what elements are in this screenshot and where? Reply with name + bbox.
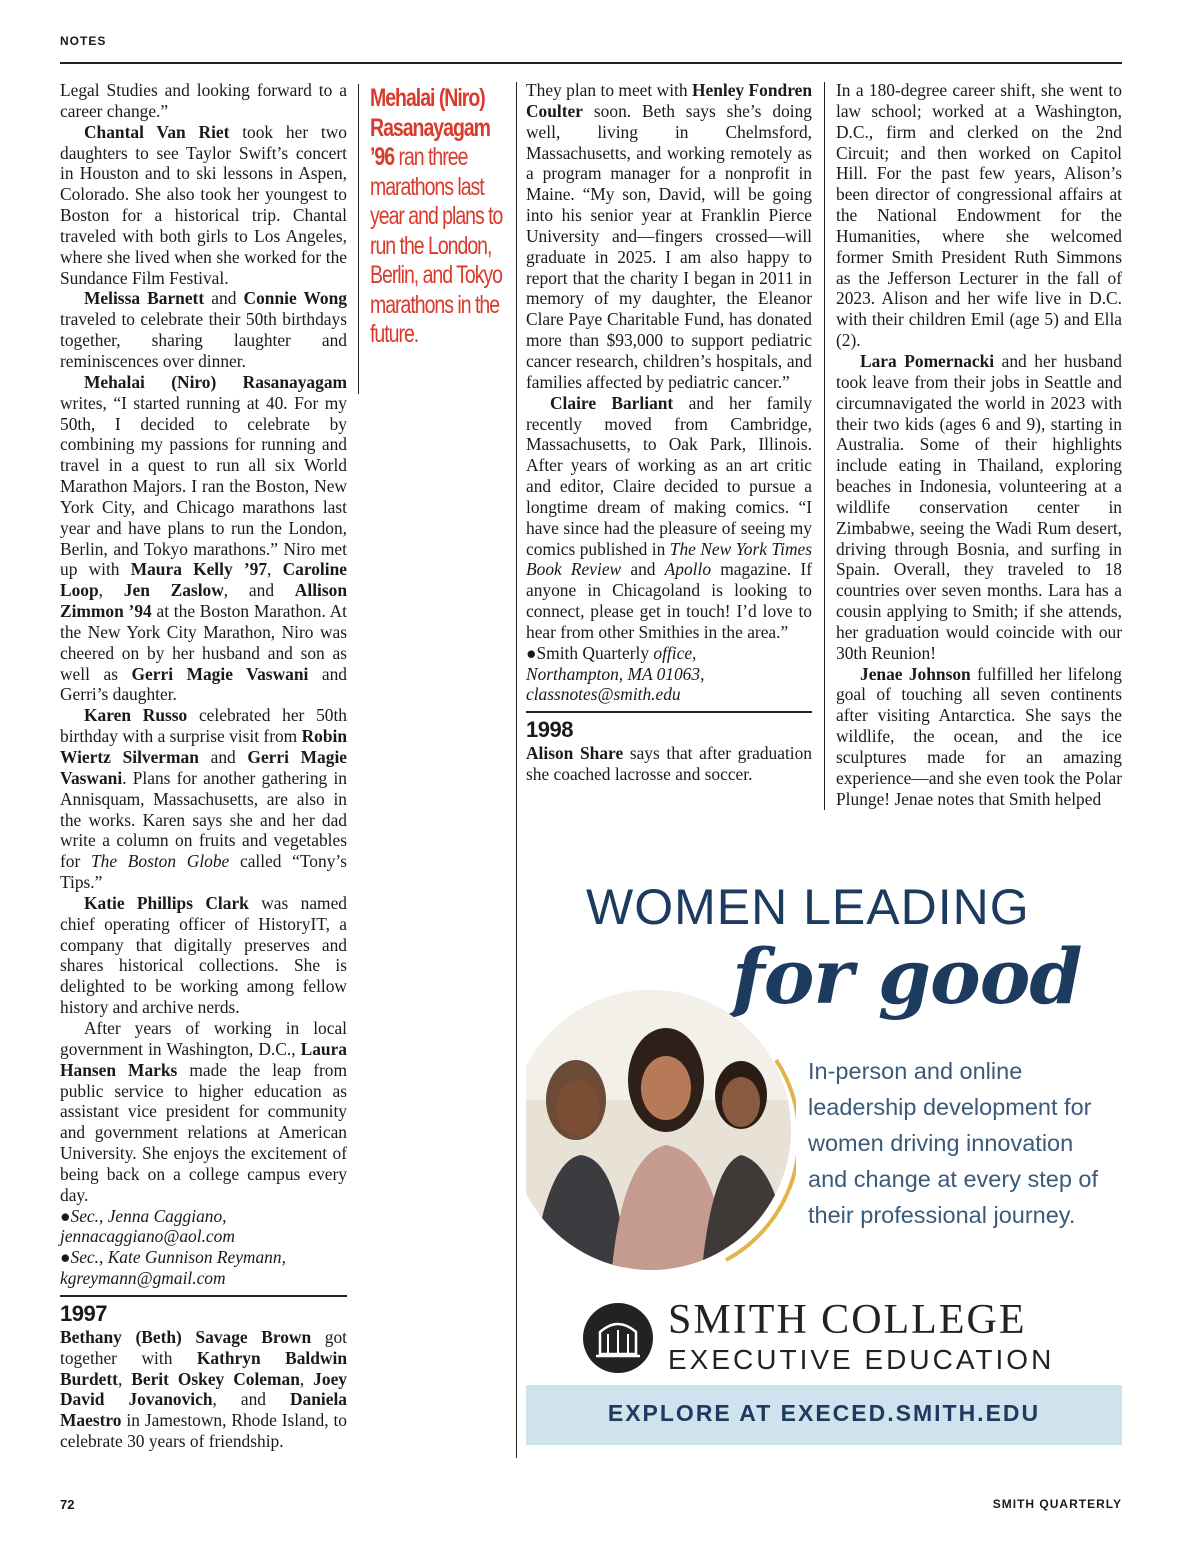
paragraph: Legal Studies and looking forward to a career change.” bbox=[60, 80, 347, 121]
ad-cta-link[interactable]: EXPLORE AT EXECED.SMITH.EDU bbox=[607, 1400, 1041, 1426]
pull-quote-rule bbox=[358, 84, 359, 394]
ad-body-text: In-person and online leadership development for women driving innovation and change at every step of their professional journey. bbox=[808, 1058, 1099, 1228]
paragraph: Mehalai (Niro) Rasanayagam writes, “I started running at 40. For my 50th, I decided to celebrate by combining my passions for running and travel in a quest to run all six World Marathon Majors. I ran the Boston, New York City, and Chicago marathons last year and have plans to run the London, Berlin, and Tokyo marathons.” Niro met up with Maura Kelly ’97, Caroline Loop, Jen Zaslow, and Allison Zimmon ’94 at the Boston Marathon. At the New York City Marathon, Niro was cheered on by her husband and son as well as Gerri Magie Vaswani and Gerri’s daughter. bbox=[60, 371, 347, 705]
paragraph: After years of working in local government in Washington, D.C., Laura Hansen Marks made the leap from public service to higher education as assistant vice president for community and government relations at American University. She enjoys the excitement of being back on a college campus every day. bbox=[60, 1017, 347, 1205]
email-link[interactable]: kgreymann@gmail.com bbox=[60, 1268, 226, 1289]
paragraph: Katie Phillips Clark was named chief operating officer of HistoryIT, a company that digitally preserves and shares historical collections. She is delighted to be working among fellow history and archive nerds. bbox=[60, 892, 347, 1018]
column-divider bbox=[516, 82, 517, 1458]
pull-quote: Mehalai (Niro) Rasanayagam ’96 ran three marathons last year and plans to run the London, Berlin, and Tokyo marathons in the future. bbox=[370, 84, 503, 348]
paragraph: Lara Pomernacki and her husband took leave from their jobs in Seattle and circumnavigated the world in 2023 with their two kids (ages 6 and 9), starting in Australia. Some of their highlights include eating in Thailand, exploring beaches in Indonesia, volunteering at a wildlife conservation center in Zimbabwe, seeing the Wadi Rum desert, driving through Bosnia, and surfing in Spain. Overall, they traveled to 18 countries over seven months. Lara has a cousin applying to Smith; if she attends, her graduation would coincide with our 30th Reunion! bbox=[836, 350, 1123, 663]
email-link[interactable]: jennacaggiano@aol.com bbox=[60, 1226, 235, 1247]
paragraph: Bethany (Beth) Savage Brown got together with Kathryn Baldwin Burdett, Berit Oskey Coleman, Joey David Jovanovich, and Daniela Maestro in Jamestown, Rhode Island, to celebrate 30 years of friendship. bbox=[60, 1326, 348, 1452]
paragraph: Jenae Johnson fulfilled her lifelong goal of touching all seven continents after visiting Antarctica. She says the wildlife, the ocean, and the ice sculptures made for an amazing experience—and she even took the Polar Plunge! Jenae notes that Smith helped bbox=[836, 663, 1123, 809]
ad-college-name: SMITH COLLEGE bbox=[668, 1297, 1027, 1343]
secretary-signature: ●Sec., Jenna Caggiano, jennacaggiano@aol.com ●Sec., Kate Gunnison Reymann, kgreymann@gmail.com bbox=[60, 1206, 347, 1289]
class-year-heading: 1998 bbox=[526, 717, 573, 743]
paragraph: Karen Russo celebrated her 50th birthday with a surprise visit from Robin Wiertz Silverman and Gerri Magie Vaswani. Plans for another gathering in Annisquam, Massachusetts, are also in the works. Karen says she and her dad write a column on fruits and vegetables for The Boston Globe called “Tony’s Tips.” bbox=[60, 705, 347, 893]
paragraph: They plan to meet with Henley Fondren Coulter soon. Beth says she’s doing well, living in Chelmsford, Massachusetts, and working remotely as a program manager for a nonprofit in Maine. “My son, David, will be going into his senior year at Franklin Pierce University and—fingers crossed—will graduate in 2025. I am also happy to report that the charity I began in 2011 in memory of my daughter, the Eleanor Clare Paye Charitable Fund, has donated more than $93,000 to support pediatric cancer research, children’s hospitals, and families affected by pediatric cancer.” bbox=[526, 80, 812, 392]
column-4 bbox=[836, 80, 1122, 810]
class-year-heading: 1997 bbox=[60, 1300, 107, 1326]
smith-college-seal-icon bbox=[582, 1302, 654, 1374]
header-rule bbox=[60, 62, 1122, 64]
paragraph: Chantal Van Riet took her two daughters to see Taylor Swift’s concert in Houston and to ski lessons in Aspen, Colorado. She also took her youngest to Boston for a historical trip. Chantal traveled with both girls to Los Angeles, where she lived when she worked for the Sundance Film Festival. bbox=[60, 121, 347, 288]
paragraph: In a 180-degree career shift, she went to law school; worked at a Washington, D.C., firm and clerked on the 2nd Circuit; and then worked on Capitol Hill. For the past few years, Alison’s been director of congressional affairs at the National Endowment for the Humanities, where she welcomed former Smith President Ruth Simmons as the Jefferson Lecturer in the fall of 2023. Alison and her wife live in D.C. with their children Emil (age 5) and Ella (2). bbox=[836, 80, 1122, 351]
advertisement[interactable] bbox=[526, 840, 1122, 1460]
page-number: 72 bbox=[60, 1497, 75, 1512]
ad-division-name: EXECUTIVE EDUCATION bbox=[668, 1344, 1055, 1375]
paragraph: Melissa Barnett and Connie Wong traveled to celebrate their 50th birthdays together, sharing laughter and reminiscences over dinner. bbox=[60, 288, 347, 371]
paragraph: Claire Barliant and her family recently moved from Cambridge, Massachusetts, to Oak Park, Illinois. After years of working as an art critic and editor, Claire decided to pursue a longtime dream of making comics. “I have since had the pleasure of seeing my comics published in The New York Times Book Review and Apollo magazine. If anyone in Chicagoland is looking to connect, please get in touch! I’d love to hear from other Smithies in the area.” bbox=[526, 392, 813, 642]
ad-tagline: for good bbox=[732, 932, 1082, 1021]
section-label: NOTES bbox=[60, 34, 107, 48]
ad-headline: WOMEN LEADING bbox=[586, 879, 1030, 935]
column-1 bbox=[60, 80, 347, 1452]
column-3 bbox=[526, 80, 812, 785]
email-link[interactable]: classnotes@smith.edu bbox=[526, 684, 681, 705]
three-smiling-women-photo-icon bbox=[526, 980, 796, 1280]
column-divider bbox=[824, 82, 825, 810]
publication-name: SMITH QUARTERLY bbox=[992, 1497, 1122, 1511]
paragraph: Alison Share says that after graduation she coached lacrosse and soccer. bbox=[526, 743, 812, 785]
year-divider bbox=[526, 711, 812, 713]
year-divider bbox=[60, 1295, 347, 1297]
office-signature: ●Smith Quarterly office, Northampton, MA 01063, classnotes@smith.edu bbox=[526, 643, 812, 706]
